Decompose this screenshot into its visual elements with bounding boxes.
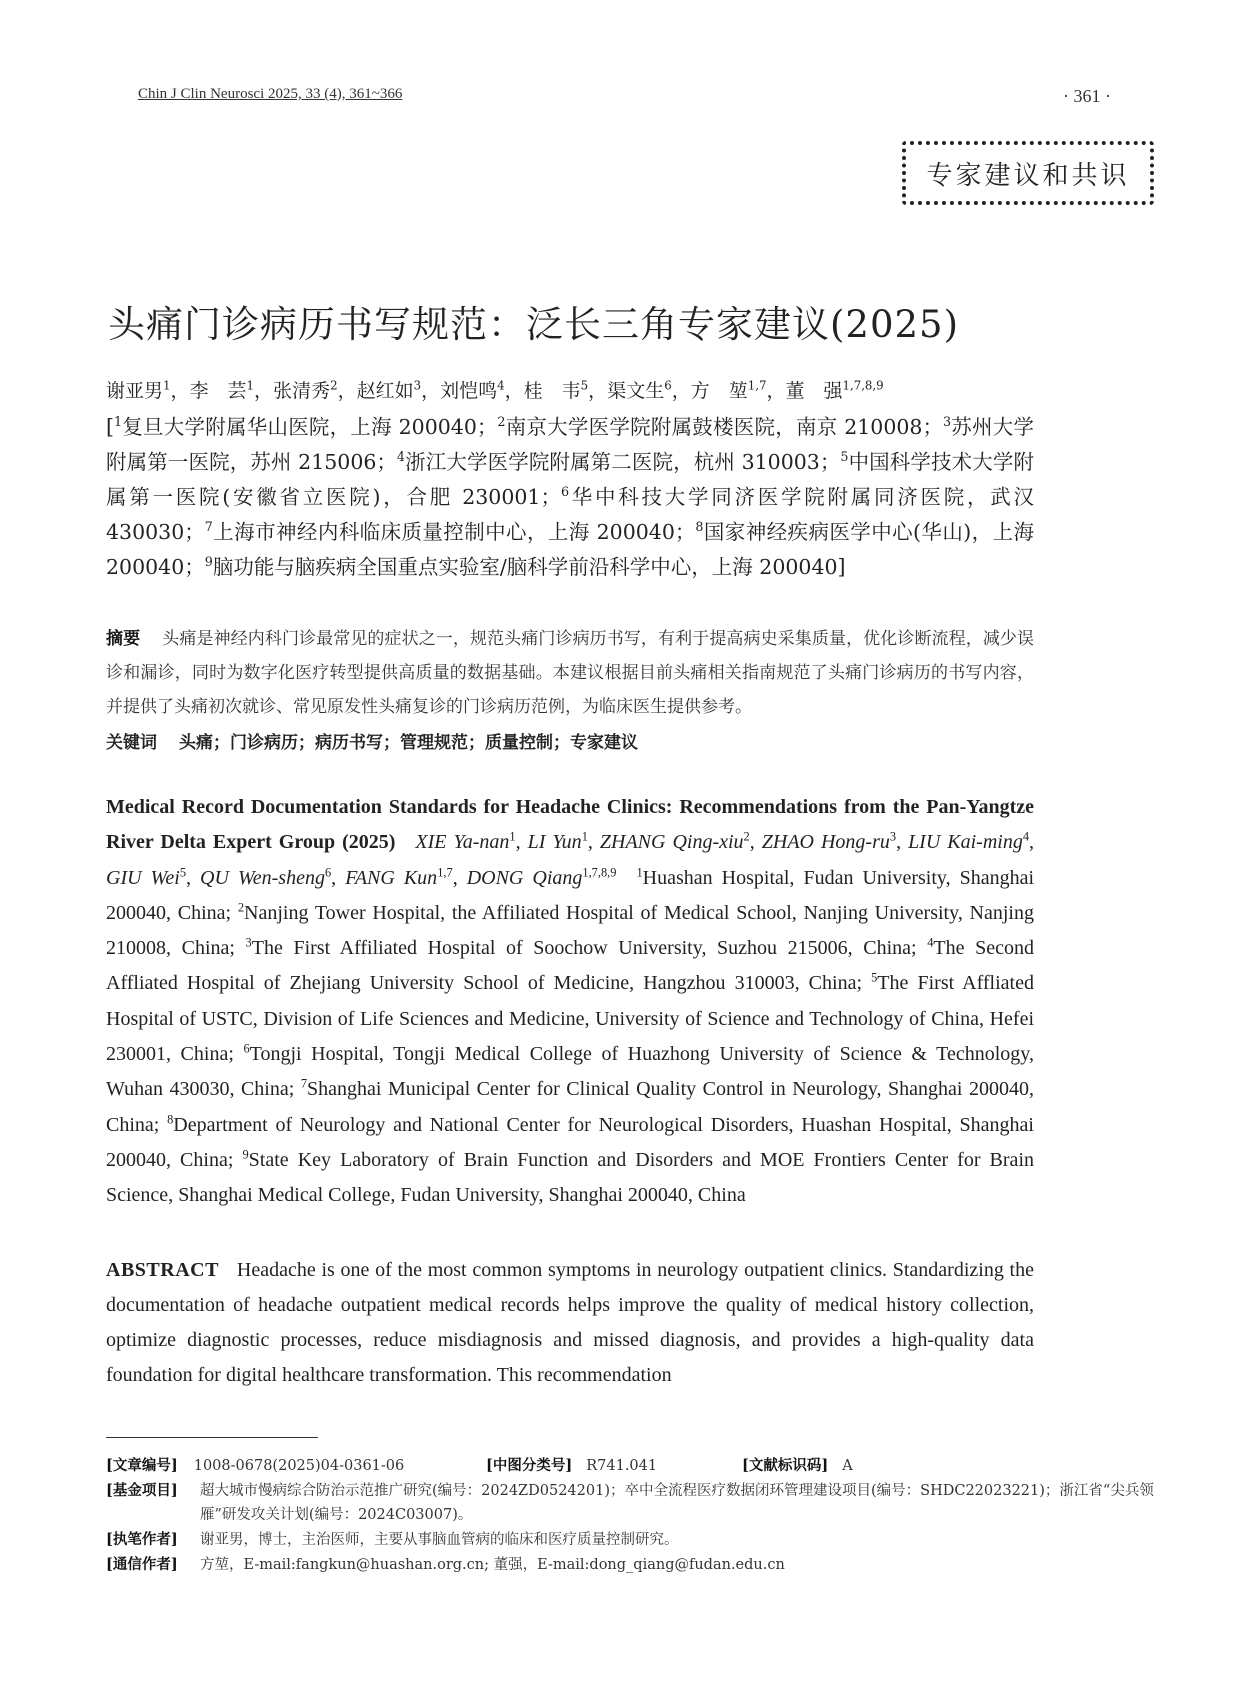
author-sup-en: 1 xyxy=(581,829,588,844)
article-number-label: [文章编号] xyxy=(106,1457,178,1474)
clc-number-value: R741.041 xyxy=(586,1458,658,1474)
author-name: 张清秀 xyxy=(273,380,331,402)
author-name-en: QU Wen-sheng xyxy=(200,866,325,889)
author-name-en: XIE Ya-nan xyxy=(415,831,510,854)
author-name: 刘恺鸣 xyxy=(440,380,498,402)
author-name-en: FANG Kun xyxy=(345,866,438,889)
affiliation-sup-en: 6 xyxy=(243,1041,250,1056)
author-name: 赵红如 xyxy=(356,380,414,402)
document-code-value: A xyxy=(842,1458,853,1474)
affiliation-sup: 1 xyxy=(114,414,123,430)
author-sup: 6 xyxy=(664,378,672,393)
affiliation-sup: 6 xyxy=(560,484,570,500)
author-sup-en: 1,7 xyxy=(437,864,453,879)
author-name: 谢亚男 xyxy=(106,380,164,402)
affiliation-text-en: Department of Neurology and National Center for Neurological Disorders, Huashan Hospital, Shanghai 200040, China; xyxy=(106,1113,1034,1171)
affiliation-text-en: Huashan Hospital, Fudan University, Shanghai 200040, China; xyxy=(106,866,1035,924)
keywords-cn-text: 头痛；门诊病历；病历书写；管理规范；质量控制；专家建议 xyxy=(179,733,638,753)
document-code-label: [文献标识码] xyxy=(742,1457,829,1474)
author-sup-en: 1 xyxy=(509,829,516,844)
author-sup-en: 2 xyxy=(743,829,750,844)
affiliation-text-en: State Key Laboratory of Brain Function and Disorders and MOE Frontiers Center for Brain Science, Shanghai Medical College, Fudan University, Shanghai 200040, China xyxy=(106,1148,1034,1207)
author-sup-en: 6 xyxy=(324,864,332,879)
author-name: 李 芸 xyxy=(189,380,247,402)
author-name-en: GIU Wei xyxy=(106,866,180,889)
footnote-funding xyxy=(106,1479,1186,1523)
affiliation-sup-en: 8 xyxy=(167,1112,174,1127)
affiliation-sup-en: 4 xyxy=(927,935,934,950)
author-sup: 2 xyxy=(330,378,338,393)
abstract-en xyxy=(106,1253,1034,1393)
author-sup-en: 3 xyxy=(889,829,897,844)
author-name: 董 强 xyxy=(785,380,843,402)
author-name-en: DONG Qiang xyxy=(466,866,583,889)
author-name: 方 堃 xyxy=(690,380,748,402)
article-number-value: 1008-0678(2025)04-0361-06 xyxy=(193,1458,405,1474)
english-header-block xyxy=(106,790,1034,1214)
footnote-divider xyxy=(106,1437,318,1438)
affiliation-sup-en: 7 xyxy=(300,1076,308,1091)
abstract-cn xyxy=(106,622,1034,724)
affiliation-text: 华中科技大学同济医学院附属同济医院，武汉 430030； xyxy=(106,485,1034,544)
affiliation-text-en: Shanghai Municipal Center for Clinical Quality Control in Neurology, Shanghai 200040, China; xyxy=(106,1078,1034,1136)
keywords-cn-label: 关键词 xyxy=(106,733,157,753)
affiliation-sup: 7 xyxy=(204,519,213,535)
affiliations-cn: [$^1$复旦大学附属华山医院，上海 200040；$^2$南京大学医学院附属鼓楼医院，南京 210008；$^3$苏州大学附属第一医院，苏州 215006；$^4$浙江大学医学院附属第二医院，杭州 310003；$^5$中国科学技术大学附属第一医院(安徽省立医院)，合肥 230001；$^6$华中科技大学同济医学院附属同济医院，武汉 430030；$^7$上海市神经内科临床质量控制中心，上海 200040；$^8$国家神经疾病医学中心(华山)，上海 200040；$^9$脑功能与脑疾病全国重点实验室/脑科学前沿科学中心，上海 200040] xyxy=(106,414,1034,579)
clc-number-label: [中图分类号] xyxy=(486,1457,573,1474)
affiliation-text-en: Tongji Hospital, Tongji Medical College of Huazhong University of Science & Technology, Wuhan 430030, China; xyxy=(106,1043,1034,1101)
affiliation-text-en: The First Affiliated Hospital of Soochow University, Suzhou 215006, China; xyxy=(251,937,928,960)
author-sup-en: 1,7,8,9 xyxy=(582,864,617,879)
affiliation-sup: 5 xyxy=(840,449,849,465)
affiliation-text: 中国科学技术大学附属第一医院(安徽省立医院)，合肥 230001； xyxy=(106,450,1034,509)
author-sup: 1,7 xyxy=(747,378,767,393)
author-sup-en: 5 xyxy=(179,864,187,879)
affiliation-sup: 4 xyxy=(396,449,406,465)
clc-number xyxy=(486,1454,657,1478)
affiliation-text-en: The First Affliated Hospital of USTC, Division of Life Sciences and Medicine, University of Science and Technology of China, Hefei 230001, China; xyxy=(106,972,1034,1066)
affiliation-text: 苏州大学附属第一医院，苏州 215006； xyxy=(106,415,1034,474)
author-name-en: ZHAO Hong-ru xyxy=(761,831,890,854)
affiliation-sup: 3 xyxy=(942,414,952,430)
affiliation-sup: 9 xyxy=(204,554,213,570)
author-sup-en: 4 xyxy=(1022,829,1030,844)
affiliation-sup-en: 9 xyxy=(242,1147,249,1162)
corresponding-label: [通信作者] xyxy=(106,1556,178,1573)
affiliation-text-en: The Second Affliated Hospital of Zhejiang University School of Medicine, Hangzhou 310003, China; xyxy=(106,937,1034,995)
author-name-en: LIU Kai-ming xyxy=(908,831,1023,854)
affiliation-text: 南京大学医学院附属鼓楼医院，南京 210008； xyxy=(505,415,943,439)
affiliation-sup-en: 2 xyxy=(237,900,245,915)
affiliation-text: 上海市神经内科临床质量控制中心，上海 200040； xyxy=(212,520,696,544)
author-sup: 5 xyxy=(580,378,589,393)
journal-reference: Chin J Clin Neurosci 2025, 33 (4), 361~366 xyxy=(138,86,403,102)
section-tag-label: 专家建议和共识 xyxy=(926,160,1130,191)
paper-title: 头痛门诊病历书写规范：泛长三角专家建议(2025) xyxy=(108,303,960,346)
author-sup: 1,7,8,9 xyxy=(842,378,884,393)
affiliations-en xyxy=(106,864,1035,1207)
author-list-cn: 谢亚男$^1$，李 芸$^1$，张清秀$^2$，赵红如$^3$，刘恺鸣$^4$，桂 韦$^5$，渠文生$^6$，方 堃$^{1,7}$，董 强$^{1,7,8,9}$ xyxy=(106,378,884,402)
author-name: 桂 韦 xyxy=(523,380,581,402)
author-sup: 1 xyxy=(246,378,255,393)
affiliation-sup-en: 5 xyxy=(871,970,878,985)
funding-text: 超大城市慢病综合防治示范推广研究(编号：2024ZD0524201)；卒中全流程医疗数据闭环管理建设项目(编号：SHDC22023221)；浙江省“尖兵领雁”研发攻关计划(编号：2024C03007)。 xyxy=(200,1483,1154,1523)
affiliation-sup-en: 3 xyxy=(245,935,252,950)
affiliation-text: 脑功能与脑疾病全国重点实验室/脑科学前沿科学中心，上海 200040] xyxy=(212,555,846,579)
affiliation-sup: 8 xyxy=(695,519,704,535)
author-sup: 1 xyxy=(163,378,171,393)
article-number xyxy=(106,1454,404,1478)
document-code xyxy=(742,1454,853,1478)
funding-label: [基金项目] xyxy=(106,1482,178,1499)
author-name-en: LI Yun xyxy=(527,831,582,854)
affiliation-text: 浙江大学医学院附属第二医院，杭州 310003； xyxy=(405,450,841,474)
author-name: 渠文生 xyxy=(607,380,665,402)
first-author-text: 谢亚男，博士，主治医师，主要从事脑血管病的临床和医疗质量控制研究。 xyxy=(200,1532,679,1548)
corresponding-text: 方堃，E-mail:fangkun@huashan.org.cn; 董强，E-mail:dong_qiang@fudan.edu.cn xyxy=(200,1557,785,1573)
author-sup: 4 xyxy=(497,378,505,393)
abstract-cn-text: 头痛是神经内科门诊最常见的症状之一，规范头痛门诊病历书写，有利于提高病史采集质量，优化诊断流程，减少误诊和漏诊，同时为数字化医疗转型提供高质量的数据基础。本建议根据目前头痛相关指南规范了头痛门诊病历的书写内容，并提供了头痛初次就诊、常见原发性头痛复诊的门诊病历范例，为临床医生提供参考。 xyxy=(106,629,1035,717)
author-name-en: ZHANG Qing-xiu xyxy=(599,831,744,854)
affiliation-text-en: Nanjing Tower Hospital, the Affiliated Hospital of Medical School, Nanjing University, Nanjing 210008, China; xyxy=(106,901,1034,960)
keywords-cn xyxy=(106,726,1034,760)
affiliation-text: 国家神经疾病医学中心(华山)，上海 200040； xyxy=(106,520,1034,579)
page-number: · 361 · xyxy=(1063,86,1111,106)
footnote-corresponding xyxy=(106,1553,1186,1577)
abstract-en-text: Headache is one of the most common symptoms in neurology outpatient clinics. Standardizing the documentation of headache outpatient medical records helps improve the quality of medical history collection, optimize diagnostic processes, reduce misdiagnosis and missed diagnosis, and provides a high-quality data foundation for digital healthcare transformation. This recommendation xyxy=(106,1259,1034,1386)
first-author-label: [执笔作者] xyxy=(106,1531,178,1548)
footnote-first-author xyxy=(106,1528,1186,1552)
affiliation-text: 复旦大学附属华山医院，上海 200040； xyxy=(122,415,498,439)
abstract-cn-label: 摘要 xyxy=(106,629,141,649)
author-list-en: XIE Ya-nan$^1$, LI Yun$^1$, ZHANG Qing-xiu$^2$, ZHAO Hong-$ru^3$, LIU Kai-ming$^4$, GIU Wei$^5$, QU Wen-sheng$^6$, FANG Kun$^{1,7}$, DONG Qiang$^{1,7,8,9}$ xyxy=(106,829,1035,889)
author-sup: 3 xyxy=(413,378,422,393)
paper-title-en: Medical Record Documentation Standards for Headache Clinics: Recommendations from the Pan-Yangtze River Delta Expert Group (2025) xyxy=(106,796,1034,854)
affiliation-sup: 2 xyxy=(497,414,506,430)
section-tag xyxy=(902,141,1154,205)
abstract-en-label: ABSTRACT xyxy=(106,1259,219,1281)
affiliation-sup-en: 1 xyxy=(636,864,643,879)
